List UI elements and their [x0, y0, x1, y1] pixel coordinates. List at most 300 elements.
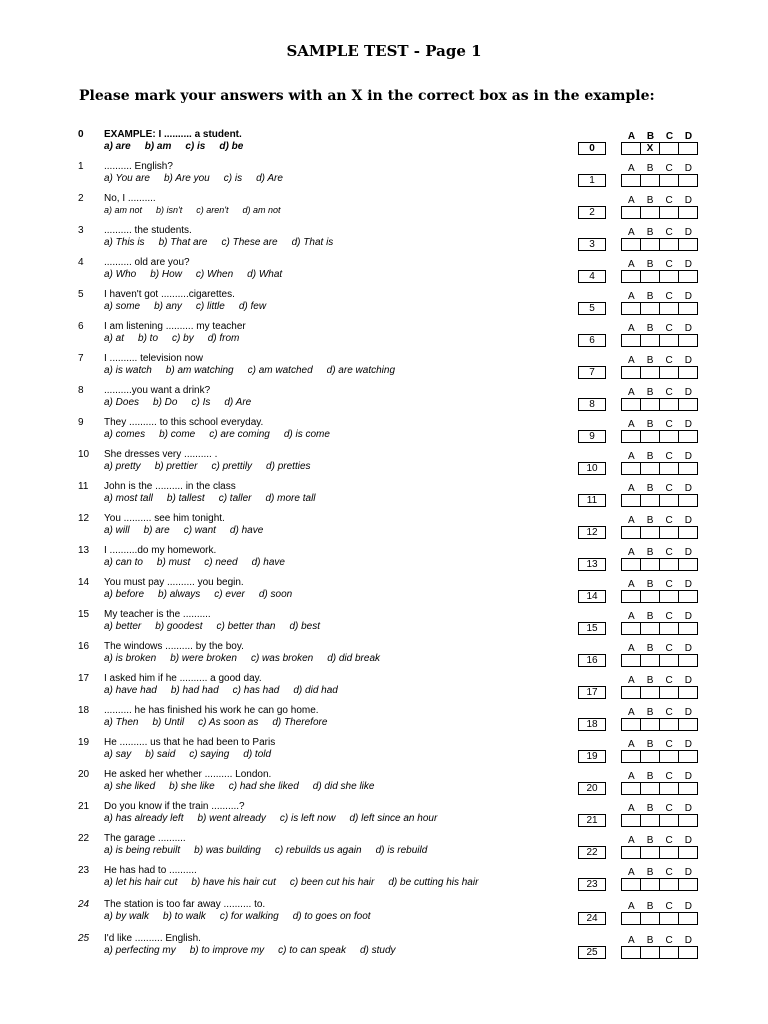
choice-letters — [622, 579, 698, 590]
answer-box-a[interactable] — [621, 462, 641, 475]
question-number: 5 — [78, 289, 84, 300]
answer-option: b) isn't — [156, 205, 183, 215]
choice-letter: D — [684, 643, 692, 654]
answer-box-b[interactable] — [640, 526, 660, 539]
answer-boxes — [621, 878, 698, 891]
choice-letter: C — [665, 227, 673, 238]
question-text: He asked her whether .......... London. — [104, 769, 272, 780]
answer-box-c[interactable] — [659, 622, 679, 635]
answer-option: a) will — [104, 525, 130, 536]
answer-box-a[interactable] — [621, 430, 641, 443]
question-row — [0, 513, 768, 545]
answer-box-b[interactable] — [640, 174, 660, 187]
choice-letter: D — [684, 451, 692, 462]
answer-box-d[interactable] — [678, 142, 698, 155]
answer-box-d[interactable] — [678, 718, 698, 731]
answer-option: d) did break — [327, 653, 381, 664]
answer-box-a[interactable] — [621, 654, 641, 667]
answer-box-c[interactable] — [659, 142, 679, 155]
answer-option: b) Are you — [163, 173, 210, 184]
answer-box-d[interactable] — [678, 814, 698, 827]
answer-box-c[interactable] — [659, 782, 679, 795]
choice-letters — [622, 451, 698, 462]
choice-letter: A — [628, 547, 635, 558]
choice-letter: C — [665, 935, 673, 946]
answer-box-b[interactable] — [640, 302, 660, 315]
answer-box-b[interactable] — [640, 912, 660, 925]
choice-letter: D — [684, 771, 692, 782]
answer-box-c[interactable] — [659, 878, 679, 891]
choice-letter: C — [665, 451, 673, 462]
question-number-box: 15 — [578, 622, 606, 635]
answer-box-a[interactable] — [621, 946, 641, 959]
choice-letter: A — [628, 901, 635, 912]
question-text: My teacher is the .......... — [104, 609, 211, 620]
answer-option: c) aren't — [196, 205, 229, 215]
choice-letter: A — [628, 451, 635, 462]
question-text: .......... the students. — [104, 225, 192, 236]
answer-box-d[interactable] — [678, 366, 698, 379]
question-text: I .......... television now — [104, 353, 203, 364]
answer-box-b[interactable] — [640, 718, 660, 731]
answer-box-b[interactable] — [640, 846, 660, 859]
answer-box-d[interactable] — [678, 558, 698, 571]
choice-letter: A — [628, 163, 635, 174]
answer-box-d[interactable] — [678, 526, 698, 539]
choice-letter: A — [627, 131, 636, 142]
answer-box-c[interactable] — [659, 814, 679, 827]
answer-option: d) to goes on foot — [292, 911, 371, 922]
choice-letters — [622, 935, 698, 946]
choice-letter: B — [646, 643, 654, 654]
answer-option: c) need — [204, 557, 238, 568]
answer-box-a[interactable] — [621, 782, 641, 795]
answer-option: c) is left now — [279, 813, 336, 824]
question-text: EXAMPLE: I .......... a student. — [104, 129, 242, 140]
answer-option: a) can to — [104, 557, 143, 568]
answer-box-d[interactable] — [678, 622, 698, 635]
answer-box-b[interactable] — [640, 654, 660, 667]
answer-option: b) said — [145, 749, 176, 760]
question-row — [0, 385, 768, 417]
question-text: Do you know if the train ..........? — [104, 801, 245, 812]
answer-box-d[interactable] — [678, 686, 698, 699]
answer-box-b[interactable] — [640, 398, 660, 411]
answer-box-a[interactable] — [621, 622, 641, 635]
choice-letter: B — [646, 131, 655, 142]
answer-option: d) soon — [258, 589, 293, 600]
answer-box-b[interactable] — [640, 206, 660, 219]
choice-letter: B — [646, 675, 654, 686]
choice-letter: A — [628, 643, 635, 654]
answer-boxes — [621, 238, 698, 251]
instruction-text: Please mark your answers with an X in the correct box as in the example: — [79, 88, 655, 104]
choice-letter: D — [684, 483, 692, 494]
answer-option: a) say — [104, 749, 132, 760]
page-title: SAMPLE TEST - Page 1 — [286, 42, 482, 60]
answer-box-b[interactable] — [640, 334, 660, 347]
question-number: 23 — [78, 865, 90, 876]
choice-letter: A — [628, 355, 635, 366]
choice-letters — [622, 867, 698, 878]
answer-option: b) That are — [158, 237, 208, 248]
answer-option: a) Who — [104, 269, 137, 280]
answer-option: b) always — [158, 589, 201, 600]
choice-letter: A — [628, 867, 635, 878]
question-number-box: 1 — [578, 174, 606, 187]
choice-letter: A — [628, 935, 635, 946]
answer-option: d) best — [289, 621, 321, 632]
answer-option: a) some — [104, 301, 141, 312]
question-number-box: 4 — [578, 270, 606, 283]
answer-option: d) Are — [256, 173, 283, 184]
answer-box-d[interactable] — [678, 846, 698, 859]
question-number-box: 6 — [578, 334, 606, 347]
answer-box-a[interactable] — [621, 558, 641, 571]
answer-options — [104, 813, 451, 824]
answer-box-c[interactable] — [659, 590, 679, 603]
choice-letter: A — [628, 739, 635, 750]
question-row — [0, 449, 768, 481]
answer-box-a[interactable] — [621, 912, 641, 925]
answer-option: b) to — [138, 333, 159, 344]
answer-box-d[interactable] — [678, 334, 698, 347]
answer-box-b[interactable] — [640, 558, 660, 571]
answer-box-b[interactable] — [640, 782, 660, 795]
answer-box-d[interactable] — [678, 782, 698, 795]
answer-options — [104, 685, 352, 696]
answer-box-a[interactable] — [621, 750, 641, 763]
answer-boxes — [621, 270, 698, 283]
question-number-box: 11 — [578, 494, 606, 507]
answer-boxes — [621, 462, 698, 475]
choice-letter: D — [684, 675, 692, 686]
answer-box-d[interactable] — [678, 430, 698, 443]
question-number-box: 10 — [578, 462, 606, 475]
answer-box-a[interactable] — [621, 494, 641, 507]
answer-box-c[interactable] — [659, 526, 679, 539]
question-row — [0, 193, 768, 225]
choice-letter: A — [628, 515, 635, 526]
question-text: No, I .......... — [104, 193, 156, 204]
answer-options — [104, 621, 334, 632]
answer-boxes — [621, 334, 698, 347]
question-number-box: 19 — [578, 750, 606, 763]
choice-letter: D — [684, 515, 692, 526]
question-text: John is the .......... in the class — [104, 481, 236, 492]
answer-box-d[interactable] — [678, 654, 698, 667]
answer-box-a[interactable] — [621, 718, 641, 731]
choice-letter: A — [628, 803, 635, 814]
choice-letter: C — [665, 483, 673, 494]
question-row — [0, 225, 768, 257]
question-number: 19 — [78, 737, 90, 748]
answer-box-c[interactable] — [659, 334, 679, 347]
choice-letters — [622, 227, 698, 238]
answer-option: c) has had — [232, 685, 280, 696]
answer-box-c[interactable] — [659, 718, 679, 731]
question-text: .......... old are you? — [104, 257, 190, 268]
choice-letter: A — [628, 771, 635, 782]
answer-option: c) is — [223, 173, 243, 184]
answer-box-c[interactable] — [659, 494, 679, 507]
question-number-box: 9 — [578, 430, 606, 443]
answer-box-b[interactable] — [640, 238, 660, 251]
question-text: He .......... us that he had been to Paris — [104, 737, 276, 748]
answer-option: b) have his hair cut — [191, 877, 276, 888]
choice-letter: D — [684, 291, 692, 302]
choice-letter: A — [628, 611, 635, 622]
answer-box-d[interactable] — [678, 206, 698, 219]
answer-box-d[interactable] — [678, 946, 698, 959]
answer-option: b) prettier — [154, 461, 198, 472]
answer-option: c) little — [195, 301, 225, 312]
answer-box-a[interactable] — [621, 398, 641, 411]
answer-box-b[interactable] — [640, 494, 660, 507]
answer-box-a[interactable] — [621, 686, 641, 699]
choice-letter: B — [646, 935, 654, 946]
choice-letters — [622, 259, 698, 270]
choice-letter: B — [646, 611, 654, 622]
choice-letter: D — [684, 835, 692, 846]
choice-letter: B — [646, 451, 654, 462]
answer-box-c[interactable] — [659, 430, 679, 443]
answer-box-a[interactable] — [621, 206, 641, 219]
choice-letter: C — [665, 675, 673, 686]
answer-box-b[interactable] — [640, 814, 660, 827]
choice-letter: B — [646, 867, 654, 878]
choice-letter: A — [628, 291, 635, 302]
question-number: 16 — [78, 641, 90, 652]
answer-box-c[interactable] — [659, 302, 679, 315]
answer-box-d[interactable] — [678, 238, 698, 251]
answer-box-d[interactable] — [678, 878, 698, 891]
answer-boxes — [621, 782, 698, 795]
question-number: 6 — [78, 321, 84, 332]
answer-box-b[interactable] — [640, 622, 660, 635]
answer-box-c[interactable] — [659, 946, 679, 959]
question-text: I'd like .......... English. — [104, 933, 201, 944]
answer-box-b[interactable] — [640, 750, 660, 763]
answer-option: b) Do — [153, 397, 178, 408]
choice-letters — [622, 739, 698, 750]
answer-option: c) was broken — [250, 653, 314, 664]
choice-letter: B — [646, 547, 654, 558]
choice-letter: D — [684, 163, 692, 174]
answer-box-b[interactable] — [640, 686, 660, 699]
choice-letter: D — [684, 131, 693, 142]
answer-box-b[interactable] — [640, 270, 660, 283]
question-number-box: 23 — [578, 878, 606, 891]
answer-box-d[interactable] — [678, 590, 698, 603]
question-text: She dresses very .......... . — [104, 449, 218, 460]
answer-option: a) Then — [104, 717, 139, 728]
choice-letter: D — [684, 387, 692, 398]
answer-box-b[interactable] — [640, 430, 660, 443]
answer-box-d[interactable] — [678, 494, 698, 507]
choice-letter: A — [628, 483, 635, 494]
answer-box-a[interactable] — [621, 142, 641, 155]
choice-letters — [622, 901, 698, 912]
answer-boxes — [621, 494, 698, 507]
answer-option: b) she like — [169, 781, 215, 792]
answer-box-b[interactable] — [640, 946, 660, 959]
question-number: 17 — [78, 673, 90, 684]
choice-letter: B — [646, 707, 654, 718]
question-text: He has had to .......... — [104, 865, 197, 876]
answer-box-a[interactable] — [621, 270, 641, 283]
answer-box-c[interactable] — [659, 398, 679, 411]
answer-option: a) are — [104, 141, 131, 152]
question-number-box: 21 — [578, 814, 606, 827]
answer-box-a[interactable] — [621, 878, 641, 891]
choice-letters — [622, 131, 698, 142]
answer-box-a[interactable] — [621, 590, 641, 603]
choice-letter: C — [665, 195, 673, 206]
answer-box-b[interactable]: X — [640, 142, 660, 155]
answer-option: d) is come — [283, 429, 330, 440]
answer-boxes — [621, 174, 698, 187]
answer-box-c[interactable] — [659, 558, 679, 571]
choice-letters — [622, 803, 698, 814]
answer-option: c) rebuilds us again — [274, 845, 362, 856]
answer-boxes — [621, 814, 698, 827]
choice-letter: B — [646, 419, 654, 430]
choice-letters — [622, 835, 698, 846]
question-row — [0, 321, 768, 353]
answer-option: a) most tall — [104, 493, 153, 504]
answer-box-a[interactable] — [621, 526, 641, 539]
answer-box-d[interactable] — [678, 302, 698, 315]
answer-box-c[interactable] — [659, 654, 679, 667]
answer-box-b[interactable] — [640, 878, 660, 891]
answer-option: d) study — [359, 945, 396, 956]
question-row — [0, 933, 768, 965]
question-number: 7 — [78, 353, 84, 364]
answer-box-d[interactable] — [678, 398, 698, 411]
choice-letter: C — [665, 163, 673, 174]
choice-letter: B — [646, 387, 654, 398]
answer-option: a) am not — [104, 205, 143, 215]
question-row — [0, 769, 768, 801]
choice-letter: A — [628, 259, 635, 270]
question-text: I am listening .......... my teacher — [104, 321, 246, 332]
choice-letter: C — [665, 611, 673, 622]
answer-box-a[interactable] — [621, 846, 641, 859]
answer-box-d[interactable] — [678, 174, 698, 187]
answer-box-a[interactable] — [621, 174, 641, 187]
answer-box-c[interactable] — [659, 750, 679, 763]
answer-box-d[interactable] — [678, 270, 698, 283]
answer-options — [104, 781, 388, 792]
question-text: You .......... see him tonight. — [104, 513, 225, 524]
answer-box-c[interactable] — [659, 270, 679, 283]
choice-letter: A — [628, 323, 635, 334]
answer-box-c[interactable] — [659, 174, 679, 187]
answer-box-c[interactable] — [659, 206, 679, 219]
question-row — [0, 481, 768, 513]
choice-letter: B — [646, 259, 654, 270]
choice-letters — [622, 355, 698, 366]
answer-box-c[interactable] — [659, 366, 679, 379]
answer-box-c[interactable] — [659, 846, 679, 859]
answer-box-d[interactable] — [678, 462, 698, 475]
question-text: The station is too far away .......... to. — [104, 899, 266, 910]
question-number-box: 12 — [578, 526, 606, 539]
answer-boxes — [621, 142, 698, 155]
question-text: The garage .......... — [104, 833, 186, 844]
answer-option: c) Is — [191, 397, 211, 408]
answer-option: d) did had — [293, 685, 338, 696]
answer-box-b[interactable] — [640, 590, 660, 603]
question-number: 15 — [78, 609, 90, 620]
choice-letter: C — [665, 579, 673, 590]
choice-letter: C — [665, 835, 673, 846]
choice-letter: C — [665, 643, 673, 654]
answer-boxes — [621, 622, 698, 635]
answer-option: c) better than — [216, 621, 276, 632]
choice-letter: B — [646, 355, 654, 366]
choice-letters — [622, 419, 698, 430]
answer-box-a[interactable] — [621, 302, 641, 315]
choice-letter: B — [646, 579, 654, 590]
choice-letter: C — [665, 771, 673, 782]
answer-box-c[interactable] — [659, 238, 679, 251]
choice-letter: D — [684, 611, 692, 622]
answer-box-a[interactable] — [621, 334, 641, 347]
choice-letter: A — [628, 195, 635, 206]
question-row — [0, 545, 768, 577]
answer-box-a[interactable] — [621, 238, 641, 251]
answer-option: b) were broken — [170, 653, 237, 664]
answer-options — [104, 589, 306, 600]
answer-box-c[interactable] — [659, 462, 679, 475]
choice-letter: A — [628, 227, 635, 238]
choice-letters — [622, 643, 698, 654]
answer-options — [104, 429, 344, 440]
question-number: 10 — [78, 449, 90, 460]
choice-letter: A — [628, 835, 635, 846]
answer-boxes — [621, 366, 698, 379]
answer-box-c[interactable] — [659, 686, 679, 699]
answer-box-d[interactable] — [678, 750, 698, 763]
answer-box-a[interactable] — [621, 814, 641, 827]
answer-boxes — [621, 302, 698, 315]
answer-box-b[interactable] — [640, 366, 660, 379]
choice-letters — [622, 547, 698, 558]
question-number-box: 14 — [578, 590, 606, 603]
answer-box-c[interactable] — [659, 912, 679, 925]
answer-boxes — [621, 654, 698, 667]
question-text: You must pay .......... you begin. — [104, 577, 244, 588]
answer-option: a) is watch — [104, 365, 152, 376]
choice-letter: D — [684, 323, 692, 334]
answer-box-a[interactable] — [621, 366, 641, 379]
answer-option: c) ever — [214, 589, 245, 600]
choice-letter: D — [684, 579, 692, 590]
answer-box-b[interactable] — [640, 462, 660, 475]
answer-option: c) is — [185, 141, 206, 152]
question-number: 24 — [78, 899, 90, 910]
answer-option: d) have — [229, 525, 264, 536]
answer-box-d[interactable] — [678, 912, 698, 925]
choice-letter: A — [628, 707, 635, 718]
answer-option: c) When — [195, 269, 234, 280]
answer-option: d) pretties — [266, 461, 311, 472]
answer-option: a) let his hair cut — [104, 877, 178, 888]
answer-option: d) did she like — [312, 781, 375, 792]
choice-letter: D — [684, 419, 692, 430]
